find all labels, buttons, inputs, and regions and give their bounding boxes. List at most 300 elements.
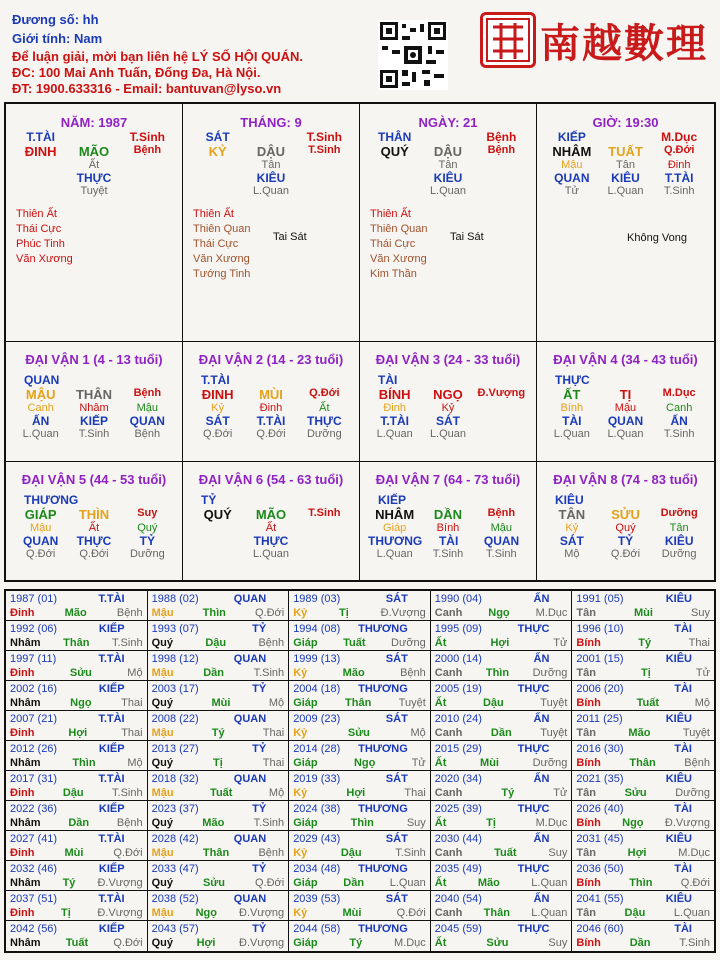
- decade-hidden-god-2: QUAN: [129, 414, 165, 428]
- annual-year: 2041 (55): [576, 893, 624, 905]
- annual-god: TÀI: [674, 863, 692, 875]
- decade-hidden-stem-0: Bính: [560, 402, 584, 414]
- annual-cell[interactable]: [6, 681, 148, 711]
- annual-cell[interactable]: [431, 801, 573, 831]
- decade-god: T.TÀI: [201, 373, 230, 387]
- annual-year: 2021 (35): [576, 773, 624, 785]
- annual-cell-bottom: [435, 696, 568, 710]
- decade-hidden-stem-2: Canh: [666, 402, 693, 414]
- annual-cell[interactable]: [572, 831, 714, 861]
- pillar-god-2: T.Sinh: [129, 130, 165, 144]
- annual-cell[interactable]: [572, 651, 714, 681]
- decade-stem-branch-2: Bệnh: [487, 507, 516, 519]
- annual-cell[interactable]: [289, 771, 431, 801]
- annual-branch: Dần: [490, 727, 512, 739]
- pillar-star: Thái Cực: [193, 238, 239, 250]
- decade-hidden-stem-0: [191, 522, 244, 534]
- annual-cell[interactable]: [431, 741, 573, 771]
- annual-stem: Kỷ: [293, 847, 308, 859]
- annual-god: THƯƠNG: [358, 743, 408, 755]
- annual-branch: Dậu: [482, 697, 504, 709]
- annual-cell-top: [576, 652, 710, 666]
- annual-cell[interactable]: [148, 891, 290, 921]
- annual-cell[interactable]: [148, 681, 290, 711]
- annual-phase: Suy: [548, 847, 568, 859]
- pillar-phase-2: [298, 185, 351, 197]
- annual-cell[interactable]: [289, 711, 431, 741]
- annual-cell[interactable]: [6, 801, 148, 831]
- annual-phase: Q.Đới: [254, 877, 285, 889]
- annual-cell-bottom: [10, 786, 143, 800]
- annual-cell-bottom: [152, 846, 285, 860]
- annual-stem: Quý: [151, 637, 173, 649]
- annual-cell-bottom: [293, 636, 426, 650]
- decade-phase-1: Q.Đới: [79, 548, 109, 560]
- annual-cell[interactable]: [431, 831, 573, 861]
- annual-cell-top: [10, 742, 143, 756]
- decade-phase-2: T.Sinh: [486, 548, 517, 560]
- annual-cell[interactable]: [289, 651, 431, 681]
- annual-cell[interactable]: [289, 831, 431, 861]
- decade-hidden-god-1: QUAN: [607, 414, 644, 428]
- annual-cell[interactable]: [431, 891, 573, 921]
- decade-stem-branch-1: THÂN: [75, 387, 113, 402]
- annual-cell-top: [152, 622, 285, 636]
- pillar-phase-2: T.Sinh: [663, 185, 695, 197]
- pillar-star: Phúc Tinh: [16, 238, 65, 250]
- annual-year: 2038 (52): [151, 893, 199, 905]
- decade-stem-branch: [360, 507, 536, 522]
- annual-cell[interactable]: [289, 591, 431, 621]
- annual-cell-top: [293, 622, 426, 636]
- annual-cell-bottom: [435, 906, 568, 920]
- annual-branch: Thân: [202, 847, 230, 859]
- decade-phase-0: L.Quan: [22, 428, 59, 440]
- decade-stem-branch-2: Đ.Vượng: [477, 387, 526, 399]
- annual-cell-top: [10, 682, 143, 696]
- annual-cell-bottom: [576, 786, 710, 800]
- annual-phase: M.Dục: [678, 847, 710, 859]
- annual-cell[interactable]: [289, 681, 431, 711]
- annual-cell-bottom: [435, 636, 568, 650]
- pillar-hidden-god: [183, 171, 359, 185]
- annual-branch: Tý: [62, 877, 76, 889]
- annual-branch: Dần: [343, 877, 365, 889]
- contact-note: Để luận giải, mời bạn liên hệ LÝ SỐ HỘI QUÁN.: [12, 49, 303, 64]
- annual-branch: Thìn: [485, 667, 510, 679]
- pillar-extra: Tai Sát: [273, 231, 307, 243]
- annual-year: 1993 (07): [151, 623, 199, 635]
- annual-year: 2027 (41): [10, 833, 58, 845]
- annual-phase: Dưỡng: [532, 757, 568, 769]
- annual-cell-top: [10, 712, 143, 726]
- annual-cell-bottom: [10, 906, 143, 920]
- annual-cell[interactable]: [431, 681, 573, 711]
- annual-phase: Bệnh: [400, 667, 426, 679]
- annual-branch: Ngọ: [622, 817, 644, 829]
- annual-year: 2042 (56): [10, 923, 58, 935]
- annual-cell-bottom: [152, 636, 285, 650]
- annual-stem: Quý: [151, 937, 173, 949]
- pillar-hidden-god-2: [475, 171, 528, 185]
- annual-year: 2020 (34): [434, 773, 482, 785]
- annual-year: 2007 (21): [10, 713, 58, 725]
- pillar-stem-branch-0: QUÝ: [380, 144, 409, 159]
- annual-cell-bottom: [576, 696, 710, 710]
- pillar-hidden-god-1: THỰC: [76, 171, 112, 185]
- annual-stem: Bính: [576, 937, 601, 949]
- decade-title: ĐẠI VẬN 4 (34 - 43 tuổi): [553, 352, 698, 367]
- annual-cell[interactable]: [148, 921, 290, 951]
- annual-cell-bottom: [293, 726, 426, 740]
- annual-cell-top: [293, 772, 426, 786]
- pillar-title: GIỜ: 19:30: [592, 115, 659, 130]
- annual-cell[interactable]: [6, 651, 148, 681]
- annual-cell-bottom: [293, 846, 426, 860]
- lyso-seal-logo: [480, 12, 536, 68]
- decade-hidden-stem-1: Nhâm: [79, 402, 109, 414]
- annual-stem: Đinh: [10, 847, 35, 859]
- decade-title: ĐẠI VẬN 8 (74 - 83 tuổi): [553, 472, 698, 487]
- annual-cell-bottom: [152, 786, 285, 800]
- pillar-god: [537, 130, 714, 144]
- decade-hidden-god-2: ẤN: [670, 414, 688, 428]
- annual-cell[interactable]: [289, 921, 431, 951]
- annual-branch: Dần: [68, 817, 90, 829]
- annual-stem: Nhâm: [10, 937, 41, 949]
- annual-year: 2002 (16): [10, 683, 58, 695]
- annual-god: QUAN: [233, 593, 267, 605]
- pillar-hidden-stem-2: [475, 159, 528, 171]
- annual-phase: T.Sinh: [253, 817, 285, 829]
- annual-god: KIÊU: [665, 833, 692, 845]
- annual-cell[interactable]: [572, 591, 714, 621]
- annual-cell-bottom: [152, 606, 285, 620]
- decade-stem-branch-0: GIÁP: [24, 507, 57, 522]
- annual-branch: Ngọ: [488, 607, 510, 619]
- annual-cell-top: [435, 712, 568, 726]
- annual-cell[interactable]: [6, 771, 148, 801]
- annual-cell-top: [10, 922, 143, 936]
- annual-cell-top: [152, 862, 285, 876]
- decade-stem-branch-2: Dưỡng: [660, 507, 698, 519]
- annual-branch: Thân: [629, 757, 656, 769]
- annual-cell[interactable]: [572, 621, 714, 651]
- decade-hidden-god: [537, 534, 714, 548]
- annual-god: TỶ: [252, 923, 267, 935]
- annual-god: KIÊU: [665, 593, 692, 605]
- annual-cell[interactable]: [6, 861, 148, 891]
- annual-year: 2031 (45): [576, 833, 624, 845]
- annual-cell-bottom: [576, 726, 710, 740]
- decade-hidden-stem-2: [475, 402, 528, 414]
- annual-cell[interactable]: [148, 651, 290, 681]
- decade-cell: [537, 462, 714, 580]
- annual-cell-top: [293, 712, 426, 726]
- decade-hidden-god: [537, 414, 714, 428]
- annual-branch: Ngọ: [353, 757, 376, 769]
- pillar-phase: [360, 185, 536, 197]
- annual-phase: Tử: [411, 757, 426, 769]
- annual-cell[interactable]: [148, 831, 290, 861]
- annual-cell-top: [293, 892, 426, 906]
- annual-phase: Q.Đới: [396, 907, 426, 919]
- annual-cell-top: [152, 892, 285, 906]
- decade-hidden-stem-2: [298, 522, 351, 534]
- annual-stem: Giáp: [293, 877, 318, 889]
- decade-stem-branch-1: MÃO: [255, 507, 287, 522]
- annual-phase: Bệnh: [116, 607, 143, 619]
- annual-phase: Mộ: [410, 727, 426, 739]
- decade-hidden-god: [360, 414, 536, 428]
- gender: Giới tính: Nam: [12, 31, 103, 46]
- annual-cell[interactable]: [148, 591, 290, 621]
- annual-cell-bottom: [152, 666, 285, 680]
- pillar-phase-0: [368, 185, 421, 197]
- annual-phase: Thai: [262, 727, 285, 739]
- pillar-cell: [183, 104, 360, 342]
- annual-cell[interactable]: [572, 741, 714, 771]
- annual-year: 2037 (51): [10, 893, 58, 905]
- annual-cell[interactable]: [572, 711, 714, 741]
- annual-god: QUAN: [233, 773, 267, 785]
- annual-cell-top: [576, 802, 710, 816]
- annual-cell[interactable]: [431, 861, 573, 891]
- annual-cell[interactable]: [6, 711, 148, 741]
- annual-branch: Mùi: [634, 607, 653, 619]
- pillar-stem-branch-0: KỶ: [208, 144, 227, 159]
- decade-hidden-god: [183, 414, 359, 428]
- annual-cell-top: [152, 652, 285, 666]
- pillar-phase-0: Tử: [564, 185, 579, 197]
- annual-god: SÁT: [385, 653, 408, 665]
- decade-cell: [360, 462, 537, 580]
- annual-cell[interactable]: [572, 681, 714, 711]
- annual-phase: Bệnh: [258, 637, 285, 649]
- pillar-star: Thiên Quan: [370, 223, 428, 235]
- pillar-stars: [183, 207, 359, 282]
- annual-branch: Dần: [203, 667, 224, 679]
- annual-branch: Mão: [477, 877, 500, 889]
- decade-god: TÀI: [378, 373, 398, 387]
- annual-cell[interactable]: [6, 921, 148, 951]
- annual-cell[interactable]: [148, 711, 290, 741]
- annual-cell-top: [10, 802, 143, 816]
- annual-cell[interactable]: [6, 891, 148, 921]
- pillar-hidden-stem-1: Tân: [261, 159, 281, 171]
- annual-god: THỰC: [517, 623, 550, 635]
- annual-stem: Bính: [576, 877, 601, 889]
- annual-phase: Dưỡng: [532, 667, 568, 679]
- annual-cell[interactable]: [289, 741, 431, 771]
- decade-phase: [360, 428, 536, 440]
- decade-stem-branch-2: M.Dục: [662, 387, 696, 399]
- pillar-hidden-stem-0: [14, 159, 67, 171]
- annual-cell[interactable]: [6, 831, 148, 861]
- annual-cell-bottom: [293, 696, 426, 710]
- annual-god: THỰC: [517, 683, 550, 695]
- annual-year: 1995 (09): [434, 623, 482, 635]
- annual-god: THƯƠNG: [358, 863, 408, 875]
- annual-cell-bottom: [576, 906, 710, 920]
- annual-stem: Kỷ: [293, 727, 308, 739]
- annual-cell[interactable]: [572, 771, 714, 801]
- annual-god: QUAN: [233, 713, 267, 725]
- annual-cell-bottom: [435, 846, 568, 860]
- annual-branch: Tý: [501, 787, 515, 799]
- annual-cell[interactable]: [148, 621, 290, 651]
- decade-hidden-god-0: T.TÀI: [380, 414, 409, 428]
- pillar-god-1: [599, 130, 653, 144]
- annual-stem: Đinh: [10, 607, 35, 619]
- annual-year: 2030 (44): [434, 833, 482, 845]
- annual-phase: Đ.Vượng: [380, 607, 426, 619]
- annual-cell[interactable]: [289, 891, 431, 921]
- decade-hidden-god-0: [191, 534, 244, 548]
- pillar-god-0: SÁT: [205, 130, 230, 144]
- pillar-hidden-god-0: QUAN: [554, 171, 590, 185]
- annual-stem: Tân: [576, 907, 596, 919]
- decade-hidden-god: [6, 414, 182, 428]
- annual-cell[interactable]: [148, 861, 290, 891]
- pillar-god-0: THÂN: [378, 130, 412, 144]
- annual-stem: Đinh: [10, 787, 35, 799]
- decade-phase-2: [298, 548, 351, 560]
- annual-cell-top: [10, 832, 143, 846]
- annual-cell[interactable]: [289, 621, 431, 651]
- annual-year: 2033 (47): [151, 863, 199, 875]
- decade-phase: [183, 428, 359, 440]
- annual-cell[interactable]: [431, 771, 573, 801]
- annual-phase: T.Sinh: [679, 937, 710, 949]
- annual-cell-top: [435, 682, 568, 696]
- annual-god: QUAN: [233, 653, 267, 665]
- annual-cell[interactable]: [431, 651, 573, 681]
- annual-phase: Tuyệt: [540, 697, 568, 709]
- annual-god: ẤN: [533, 653, 550, 665]
- decade-god: KIẾP: [378, 493, 407, 507]
- pillar-god-1: [421, 130, 474, 144]
- pillar-hidden-stem-0: [191, 159, 244, 171]
- annual-cell[interactable]: [148, 801, 290, 831]
- decade-cell: [6, 342, 183, 462]
- annual-cell[interactable]: [431, 621, 573, 651]
- annual-cell[interactable]: [148, 741, 290, 771]
- decade-hidden-stem-1: Bính: [436, 522, 460, 534]
- annual-branch: Mão: [342, 667, 365, 679]
- annual-cell[interactable]: [289, 861, 431, 891]
- pillar-god: [360, 130, 536, 144]
- pillar-stars: [360, 207, 536, 282]
- annual-cell[interactable]: [431, 711, 573, 741]
- annual-cell-bottom: [435, 606, 568, 620]
- annual-branch: Tuất: [65, 937, 89, 949]
- annual-cell[interactable]: [6, 741, 148, 771]
- annual-branch: Dần: [629, 937, 651, 949]
- qr-code-icon[interactable]: [378, 20, 448, 90]
- annual-cell-top: [293, 742, 426, 756]
- annual-year: 1996 (10): [576, 623, 624, 635]
- annual-god: THƯƠNG: [358, 803, 408, 815]
- decade-stem-branch: [183, 387, 359, 402]
- annual-branch: Sửu: [202, 877, 225, 889]
- annual-cell-top: [152, 712, 285, 726]
- annual-cell[interactable]: [148, 771, 290, 801]
- decade-hidden-stem: [183, 402, 359, 414]
- annual-cell[interactable]: [572, 861, 714, 891]
- annual-branch: Thìn: [350, 817, 374, 829]
- annual-branch: Sửu: [486, 937, 509, 949]
- annual-cell-bottom: [576, 636, 710, 650]
- annual-phase: Q.Đới: [254, 607, 285, 619]
- annual-cell-bottom: [10, 846, 143, 860]
- annual-cell[interactable]: [6, 621, 148, 651]
- pillar-cell: [537, 104, 714, 342]
- annual-cell-bottom: [10, 666, 143, 680]
- pillar-phase: [183, 185, 359, 197]
- annual-stem: Kỷ: [293, 607, 308, 619]
- annual-cell[interactable]: [431, 591, 573, 621]
- annual-cell-top: [435, 862, 568, 876]
- annual-branch: Ngọ: [195, 907, 217, 919]
- annual-god: TỶ: [252, 683, 267, 695]
- annual-stem: Canh: [434, 727, 463, 739]
- pillar-stem-branch-2: Bệnh: [487, 144, 516, 156]
- annual-phase: Suy: [548, 937, 568, 949]
- annual-stem: Quý: [151, 877, 173, 889]
- annual-year: 2036 (50): [576, 863, 624, 875]
- annual-phase: Dưỡng: [391, 637, 426, 649]
- pillar-hidden-stem: [183, 159, 359, 171]
- annual-god: ẤN: [533, 773, 550, 785]
- annual-cell-bottom: [10, 876, 143, 890]
- pillar-star: Thiên Quan: [193, 223, 251, 235]
- pillar-phase-2: [475, 185, 528, 197]
- decade-hidden-stem: [6, 522, 182, 534]
- annual-god: KIẾP: [98, 623, 125, 635]
- annual-branch: Tị: [339, 607, 349, 619]
- annual-cell[interactable]: [572, 801, 714, 831]
- annual-stem: Đinh: [10, 907, 35, 919]
- annual-cell[interactable]: [572, 921, 714, 951]
- annual-god: KIẾP: [98, 863, 125, 875]
- annual-year: 1990 (04): [434, 593, 482, 605]
- decade-stem-branch: [360, 387, 536, 402]
- annual-cell[interactable]: [572, 891, 714, 921]
- decade-phase-1: Q.Đới: [256, 428, 286, 440]
- annual-stem: Đinh: [10, 727, 35, 739]
- annual-year: 2014 (28): [293, 743, 341, 755]
- pillar-grid: [4, 102, 716, 582]
- annual-branch: Dậu: [205, 637, 227, 649]
- phone-email[interactable]: ĐT: 1900.633316 - Email: bantuvan@lyso.vn: [12, 81, 282, 96]
- annual-branch: Mão: [628, 727, 651, 739]
- annual-phase: T.Sinh: [395, 847, 426, 859]
- annual-cell[interactable]: [289, 801, 431, 831]
- annual-cell[interactable]: [431, 921, 573, 951]
- pillar-god-1: [244, 130, 297, 144]
- annual-branch: Tị: [641, 667, 651, 679]
- annual-phase: Tử: [695, 667, 710, 679]
- annual-cell-bottom: [576, 756, 710, 770]
- annual-branch: Thân: [345, 697, 372, 709]
- annual-stem: Giáp: [293, 637, 318, 649]
- annual-cell[interactable]: [6, 591, 148, 621]
- annual-year: 2005 (19): [434, 683, 482, 695]
- annual-phase: Thai: [121, 697, 143, 709]
- annual-branch: Hợi: [490, 637, 510, 649]
- annual-cell-bottom: [10, 936, 143, 950]
